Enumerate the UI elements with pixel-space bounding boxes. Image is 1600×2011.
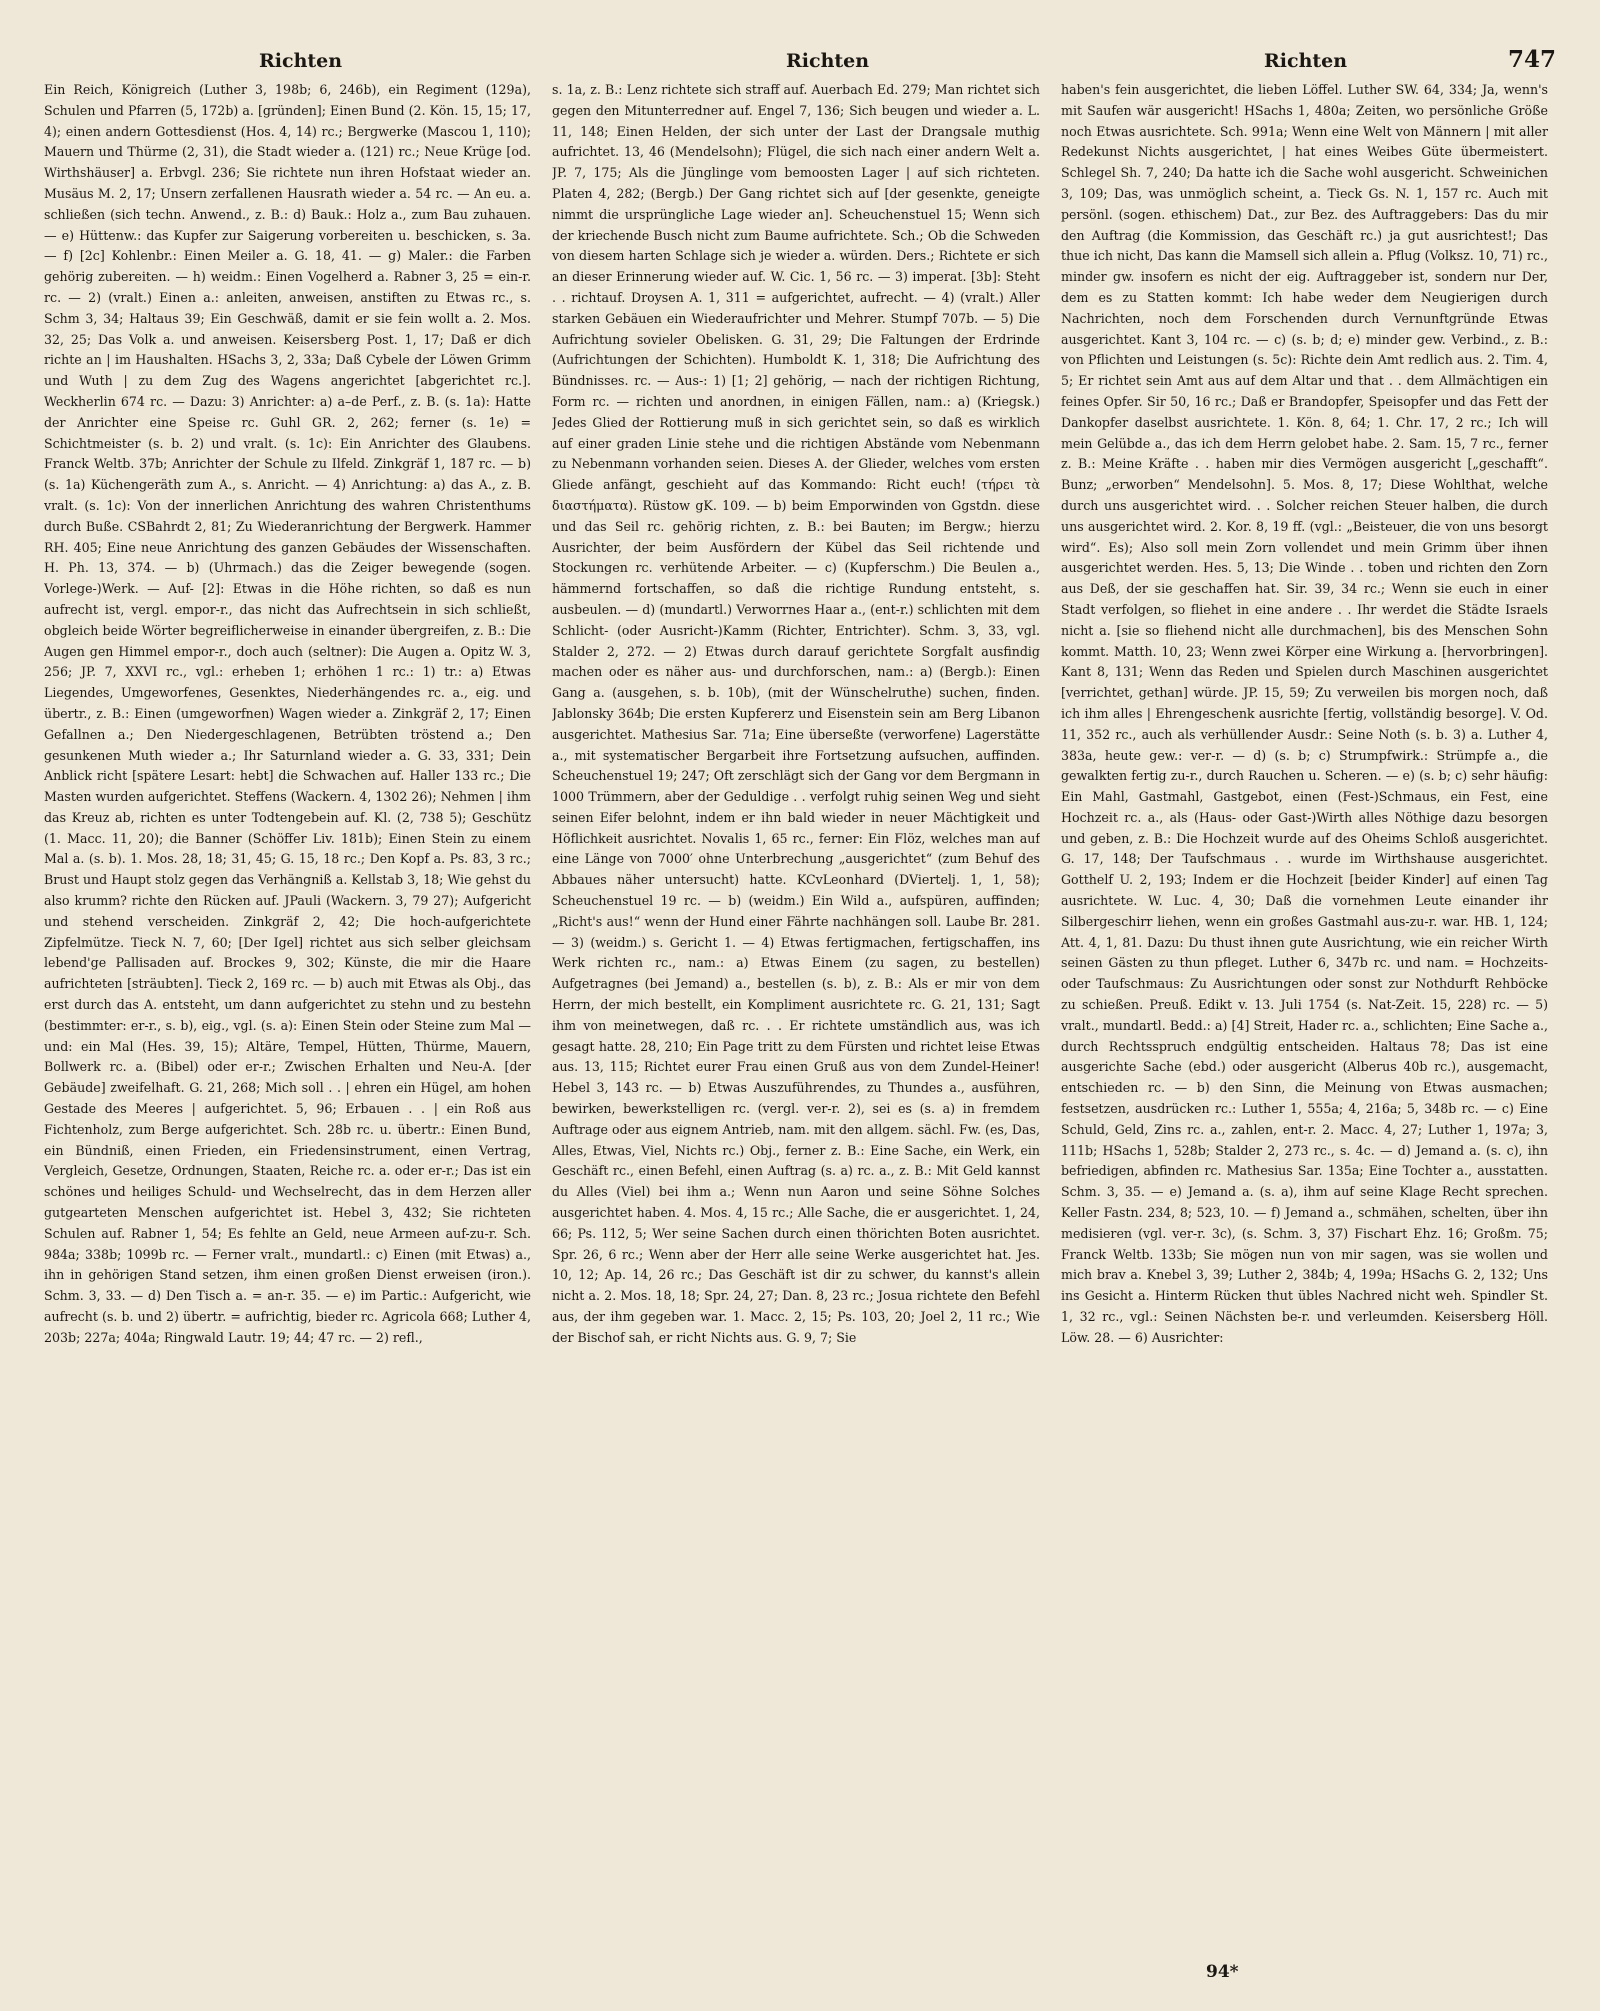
column-1-text: Ein Reich, Königreich (Luther 3, 198b; 6, 246b), ein Regiment (129a), Schulen und Pfarren (5, 172b) a. [gründen]; Einen Bund (2. Kön. 15, 15; 17, 4); einen andern Gottesdienst (Hos. 4, 14) rc.; Bergwerke (Mascou 1, 110); Mauern und Thürme (2, 31), die Stadt wieder a. (121) rc.; Neue Krüge [od. Wirthshäuser] a. Erbvgl. 236; Sie richtete nun ihren Hofstaat wieder an. Musäus M. 2, 17; Unsern zerfallenen Hausrath wieder a. 54 rc. — An eu. a. schließen (sich techn. Anwend., z. B.: d) Bauk.: Holz a., zum Bau zuhauen. — e) Hüttenw.: das Kupfer zur Saigerung vorbereiten u. beschicken, s. 3a. — f) [2c] Kohlenbr.: Einen Meiler a. G. 18, 41. — g) Maler.: die Farben gehörig zubereiten. — h) weidm.: Einen Vogelherd a. Rabner 3, 25 = ein-r. rc. — 2) (vralt.) Einen a.: anleiten, anweisen, anstiften zu Etwas rc., s. Schm 3, 34; Haltaus 39; Ein Geschwäß, damit er sie fein wollt a. 2. Mos. 32, 25; Das Volk a. und anweisen. Keisersberg Post. 1, 17; Daß er dich richte an | im Haushalten. HSachs 3, 2, 33a; Daß Cybele der Löwen Grimm und Wuth | zu dem Zug des Wagens angerichtet [abgerichtet rc.]. Weckherlin 674 rc. — Dazu: 3) Anrichter: a) a–de Perf., z. B. (s. 1a): Hatte der Anrichter eine Speise rc. Guhl GR. 2, 262; ferner (s. 1e) = Schichtmeister (s. b. 2) und vralt. (s. 1c): Ein Anrichter des Glaubens. Franck Weltb. 37b; Anrichter der Schule zu Ilfeld. Zinkgräf 1, 187 rc. — b) (s. 1a) Küchengeräth zum A., s. Anricht. — 4) Anrichtung: a) das A., z. B. vralt. (s. 1c): Von der innerlichen Anrichtung des wahren Christenthums durch Buße. CSBahrdt 2, 81; Zu Wiederanrichtung der Bergwerk. Hammer RH. 405; Eine neue Anrichtung des ganzen Gebäudes der Wissenschaften. H. Ph. 13, 374. — b) (Uhrmach.) das die Zeiger bewegende (sogen. Vorlege-)Werk. — Auf- [2]: Etwas in die Höhe richten, so daß es nun aufrecht ist, vergl. empor-r., das nicht das Aufrechtsein in sich schließt, obgleich beide Wörter begreiflicherweise in einander übergreifen, z. B.: Die Augen gen Himmel empor-r., doch auch (seltner): Die Augen a. Opitz W. 3, 256; JP. 7, XXVI rc., vgl.: erheben 1; erhöhen 1 rc.: 1) tr.: a) Etwas Liegendes, Umgeworfenes, Gesenktes, Niederhängendes rc. a., eig. und übertr., z. B.: Einen (umgeworfnen) Wagen wieder a. Zinkgräf 2, 17; Einen Gefallnen a.; Den Niedergeschlagenen, Betrübten tröstend a.; Den gesunkenen Muth wieder a.; Ihr Saturnland wieder a. G. 33, 331; Dein Anblick richt [spätere Lesart: hebt] die Schwachen auf. Haller 133 rc.; Die Masten wurden aufgerichtet. Steffens (Wackern. 4, 1302 26); Nehmen | ihm das Kreuz ab, richten es unter Todtengebein auf. Kl. (2, 738 5); Geschütz (1. Macc. 11, 20); die Banner (Schöffer Liv. 181b); Einen Stein zu einem Mal a. (s. b). 1. Mos. 28, 18; 31, 45; G. 15, 18 rc.; Den Kopf a. Ps. 83, 3 rc.; Brust und Haupt stolz gegen das Verhängniß a. Kellstab 3, 18; Wie gehst du also krumm? richte den Rücken auf. JPauli (Wackern. 3, 79 27); Aufgericht und stehend verscheiden. Zinkgräf 2, 42; Die hoch-aufgerichtete Zipfelmütze. Tieck N. 7, 60; [Der Igel] richtet aus sich selber gleichsam lebend'ge Pallisaden auf. Brockes 9, 302; Künste, die mir die Haare aufrichteten [sträubten]. Tieck 2, 169 rc. — b) auch mit Etwas als Obj., das erst durch das A. entsteht, um dann aufgerichtet zu stehn und zu bestehn (bestimmter: er-r., s. b), eig., vgl. (s. a): Einen Stein oder Steine zum Mal — und: ein Mal (Hes. 39, 15); Altäre, Tempel, Hütten, Thürme, Mauern, Bollwerk rc. a. (Bibel) oder er-r.; Zwischen Erhalten und Neu-A. [der Gebäude] zweifelhaft. G. 21, 268; Mich soll . . | ehren ein Hügel, am hohen Gestade des Meeres | aufgerichtet. 5, 96; Erbauen . . | ein Roß aus Fichtenholz, zum Berge aufgerichtet. Sch. 28b rc. u. übertr.: Einen Bund, ein Bündniß, einen Frieden, ein Friedensinstrument, einen Vertrag, Vergleich, Gesetze, Ordnungen, Staaten, Reiche rc. a. oder er-r.; Das ist ein schönes und heiliges Schuld- und Wechselrecht, das in dem Herzen aller gutgearteten Menschen aufgerichtet ist. Hebel 3, 432; Sie richteten Schulen auf. Rabner 1, 54; Es fehlte an Geld, neue Armeen auf-zu-r. Sch. 984a; 338b; 1099b rc. — Ferner vralt., mundartl.: c) Einen (mit Etwas) a., ihn in gehörigen Stand setzen, ihm einen großen Dienst erweisen (iron.). Schm. 3, 33. — d) Den Tisch a. = an-r. 35. — e) im Partic.: Aufgericht, wie aufrecht (s. b. und 2) übertr. = aufrichtig, bieder rc. Agricola 668; Luther 4, 203b; 227a; 404a; Ringwald Lautr. 19; 44; 47 rc. — 2) refl., [44, 82, 531, 1345]
column-3-text: haben's fein ausgerichtet, die lieben Löffel. Luther SW. 64, 334; Ja, wenn's mit Saufen wär ausgericht! HSachs 1, 480a; Zeiten, wo persönliche Größe noch Etwas ausrichtete. Sch. 991a; Wenn eine Welt von Männern | mit aller Redekunst Nichts ausgerichtet, | hat eines Weibes Güte übermeistert. Schlegel Sh. 7, 240; Da hatte ich die Sache wohl ausgericht. Schweinichen 3, 109; Das, was unmöglich scheint, a. Tieck Gs. N. 1, 157 rc. Auch mit persönl. (sogen. ethischem) Dat., zur Bez. des Auftraggebers: Das du mir den Auftrag (die Kommission, das Geschäft rc.) ja gut ausrichtest!; Das thue ich nicht, Das kann die Mamsell sich allein a. Pflug (Volksz. 10, 71) rc., minder gw. insofern es nicht der eig. Auftraggeber ist, sondern nur Der, dem es zu Statten kommt: Ich habe weder dem Neugierigen durch Nachrichten, noch dem Forschenden durch Vernunftgründe Etwas ausgerichtet. Kant 3, 104 rc. — c) (s. b; d; e) minder gew. Verbind., z. B.: von Pflichten und Leistungen (s. 5c): Richte dein Amt redlich aus. 2. Tim. 4, 5; Er richtet sein Amt aus auf dem Altar und that . . dem Allmächtigen ein feines Opfer. Sir 50, 16 rc.; Daß er Brandopfer, Speisopfer und das Fett der Dankopfer daselbst ausrichtete. 1. Kön. 8, 64; 1. Chr. 17, 2 rc.; Ich will mein Gelübde a., das ich dem Herrn gelobet habe. 2. Sam. 15, 7 rc., ferner z. B.: Meine Kräfte . . haben mir dies Vermögen ausgericht [„geschafft“. Bunz; „erworben“ Mendelsohn]. 5. Mos. 8, 17; Diese Wohlthat, welche durch uns ausgerichtet wird. . . Solcher reichen Steuer halben, die durch uns ausgerichtet wird. 2. Kor. 8, 19 ff. (vgl.: „Beisteuer, die von uns besorgt wird“. Es); Also soll mein Zorn vollendet und mein Grimm über ihnen ausgerichtet werden. Hes. 5, 13; Die Winde . . toben und richten den Zorn aus Deß, der sie geschaffen hat. Sir. 39, 34 rc.; Wenn sie euch in einer Stadt verfolgen, so fliehet in eine andere . . Ihr werdet die Städte Israels nicht a. [sie so fliehend nicht alle durchmachen], bis des Menschen Sohn kommt. Matth. 10, 23; Wenn zwei Körper eine Wirkung a. [hervorbringen]. Kant 8, 131; Wenn das Reden und Spielen durch Maschinen ausgerichtet [verrichtet, gethan] würde. JP. 15, 59; Zu verweilen bis morgen noch, daß ich ihm alles | Ehrengeschenk ausrichte [fertig, vollständig besorge]. V. Od. 11, 352 rc., auch als verhüllender Ausdr.: Seine Noth (s. b. 3) a. Luther 4, 383a, heute gew.: ver-r. — d) (s. b; c) Strumpfwirk.: Strümpfe a., die gewalkten fertig zu-r., durch Rauchen u. Scheren. — e) (s. b; c) sehr häufig: Ein Mahl, Gastmahl, Gastgebot, einen (Fest-)Schmaus, ein Fest, eine Hochzeit rc. a., als (Haus- oder Gast-)Wirth alles Nöthige dazu besorgen und geben, z. B.: Die Hochzeit wurde auf des Oheims Schloß ausgerichtet. G. 17, 148; Der Taufschmaus . . wurde im Wirthshause ausgerichtet. Gotthelf U. 2, 193; Indem er die Hochzeit [beider Kinder] auf einen Tag ausrichtete. W. Luc. 4, 30; Daß die vornehmen Leute einander ihr Silbergeschirr liehen, wenn ein großes Gastmahl aus-zu-r. war. HB. 1, 124; Att. 4, 1, 81. Dazu: Du thust ihnen gute Ausrichtung, wie ein reicher Wirth seinen Gästen zu thun pfleget. Luther 6, 347b rc. und nam. = Hochzeits- oder Taufschmaus: Zu Ausrichtungen oder sonst zur Nothdurft Rehböcke zu schießen. Preuß. Edikt v. 13. Juli 1754 (s. Nat-Zeit. 15, 228) rc. — 5) vralt., mundartl. Bedd.: a) [4] Streit, Hader rc. a., schlichten; Eine Sache a., durch Rechtsspruch endgültig entscheiden. Haltaus 78; Das ist eine ausgerichte Sache (ebd.) oder ausgericht (Alberus 40b rc.), ausgemacht, entschieden rc. — b) den Sinn, die Meinung von Etwas ausmachen; festsetzen, ausdrücken rc.: Luther 1, 555a; 4, 216a; 5, 348b rc. — c) Eine Schuld, Geld, Zins rc. a., zahlen, ent-r. 2. Macc. 4, 27; Luther 1, 197a; 3, 111b; HSachs 1, 528b; Stalder 2, 273 rc., s. 4c. — d) Jemand a. (s. c), ihn befriedigen, abfinden rc. Mathesius Sar. 135a; Eine Tochter a., ausstatten. Schm. 3, 35. — e) Jemand a. (s. a), ihm auf seine Klage Recht sprechen. Keller Fastn. 234, 8; 523, 10. — f) Jemand a., schmähen, schelten, über ihn medisieren (vgl. ver-r. 3c), (s. Schm. 3, 37) Fischart Ehz. 16; Großm. 75; Franck Weltb. 133b; Sie mögen nun von mir sagen, was sie wollen und mich brav a. Knebel 3, 39; Luther 2, 384b; 4, 199a; HSachs G. 2, 132; Uns ins Gesicht a. Hinterm Rücken thut übles Nachred nicht weh. Spindler St. 1, 32 rc., vgl.: Seinen Nächsten be-r. und verleumden. Keisersberg Höll. Löw. 28. — 6) Ausrichter: [1061, 82, 1548, 1345]
text-columns [44, 80, 1552, 1960]
header-right-headword: Richten [1264, 50, 1348, 72]
running-header [60, 46, 1556, 80]
sheet-signature: 94* [1206, 1962, 1239, 1982]
page-number: 747 [1507, 46, 1556, 73]
column-2 [552, 80, 1040, 1960]
column-2-text: s. 1a, z. B.: Lenz richtete sich straff auf. Auerbach Ed. 279; Man richtet sich gegen den Mitunterredner auf. Engel 7, 136; Sich beugen und wieder a. L. 11, 148; Einen Helden, der sich unter der Last der Drangsale muthig aufrichtet. 13, 46 (Mendelsohn); Flügel, die sich nach einer andern Welt a. JP. 7, 175; Als die Jünglinge vom bemoosten Lager | auf sich richteten. Platen 4, 282; (Bergb.) Der Gang richtet sich auf [der gesenkte, geneigte nimmt die ursprüngliche Lage wieder an]. Scheuchenstuel 15; Wenn sich der kriechende Busch nicht zum Baume aufrichtete. Sch.; Ob die Schweden von diesem harten Schlage sich je wieder a. würden. Ders.; Richtete er sich an dieser Erinnerung wieder auf. W. Cic. 1, 56 rc. — 3) imperat. [3b]: Steht . . richtauf. Droysen A. 1, 311 = aufgerichtet, aufrecht. — 4) (vralt.) Aller starken Gebäuen ein Wiederaufrichter und Mehrer. Stumpf 707b. — 5) Die Aufrichtung sovieler Obelisken. G. 31, 29; Die Faltungen der Erdrinde (Aufrichtungen der Schichten). Humboldt K. 1, 318; Die Aufrichtung des Bündnisses. rc. — Aus-: 1) [1; 2] gehörig, — nach der richtigen Richtung, Form rc. — richten und anordnen, in einigen Fällen, nam.: a) (Kriegsk.) Jedes Glied der Rottierung muß in sich gerichtet sein, so daß es wirklich auf einer graden Linie stehe und die richtigen Abstände vom Nebenmann zu Nebenmann vorhanden seien. Dieses A. der Glieder, welches vom ersten Gliede anfängt, geschieht auf das Kommando: Richt euch! (τήρει τὰ διαστήματα). Rüstow gK. 109. — b) beim Emporwinden von Ggstdn. diese und das Seil rc. gehörig richten, z. B.: bei Bauten; im Bergw.; hierzu Ausrichter, der beim Ausfördern der Kübel das Seil richtende und Stockungen rc. verhütende Arbeiter. — c) (Kupferschm.) Die Beulen a., hämmernd fortschaffen, so daß die richtige Rundung entsteht, s. ausbeulen. — d) (mundartl.) Verworrnes Haar a., (ent-r.) schlichten mit dem Schlicht- (oder Ausricht-)Kamm (Richter, Entrichter). Schm. 3, 33, vgl. Stalder 2, 272. — 2) Etwas durch darauf gerichtete Sorgfalt ausfindig machen oder es näher aus- und durchforschen, nam.: a) (Bergb.): Einen Gang a. (ausgehen, s. b. 10b), (mit der Wünschelruthe) suchen, finden. Jablonsky 364b; Die ersten Kupfererz und Eisenstein sein am Berg Libanon ausgerichtet. Mathesius Sar. 71a; Eine überseßte (verworfene) Lagerstätte a., mit systematischer Bergarbeit ihre Fortsetzung aufsuchen, auffinden. Scheuchenstuel 19; 247; Oft zerschlägt sich der Gang vor dem Bergmann in 1000 Trümmern, aber der Geduldige . . verfolgt ruhig seinen Weg und sieht seinen Eifer belohnt, indem er ihn bald wieder in neuer Mächtigkeit und Höflichkeit ausrichtet. Novalis 1, 65 rc., ferner: Ein Flöz, welches man auf eine Länge von 7000′ ohne Unterbrechung „ausgerichtet“ (zum Behuf des Abbaues näher untersucht) hatte. KCvLeonhard (DViertelj. 1, 1, 58); Scheuchenstuel 19 rc. — b) (weidm.) Ein Wild a., aufspüren, auffinden; „Richt's aus!“ wenn der Hund einer Fährte nachhängen soll. Laube Br. 281. — 3) (weidm.) s. Gericht 1. — 4) Etwas fertigmachen, fertigschaffen, ins Werk richten rc., nam.: a) Etwas Einem (zu sagen, zu bestellen) Aufgetragnes (bei Jemand) a., bestellen (s. b), z. B.: Als er mir von dem Herrn, der mich bestellt, ein Kompliment ausrichtete rc. G. 21, 131; Sagt ihm von meinetwegen, daß rc. . . Er richtete umständlich aus, was ich gesagt hatte. 28, 210; Ein Page tritt zu dem Fürsten und richtet leise Etwas aus. 13, 115; Richtet eurer Frau einen Gruß aus von dem Zundel-Heiner! Hebel 3, 143 rc. — b) Etwas Auszuführendes, zu Thundes a., ausführen, bewirken, bewerkstelligen rc. (vergl. ver-r. 2), sei es (s. a) in fremdem Auftrage oder aus eignem Antrieb, nam. mit den allgem. sächl. Fw. (es, Das, Alles, Etwas, Viel, Nichts rc.) Obj., ferner z. B.: Eine Sache, ein Werk, ein Geschäft rc., einen Befehl, einen Auftrag (s. a) rc. a., z. B.: Mit Geld kannst du Alles (Viel) bei ihm a.; Wenn nun Aaron und seine Söhne Solches ausgerichtet haben. 4. Mos. 4, 15 rc.; Alle Sache, die er ausgerichtet. 1, 24, 66; Ps. 112, 5; Wer seine Sachen durch einen thörichten Boten ausrichtet. Spr. 26, 6 rc.; Wenn aber der Herr alle seine Werke ausgerichtet hat. Jes. 10, 12; Ap. 14, 26 rc.; Das Geschäft ist dir zu schwer, du kannst's allein nicht a. 2. Mos. 18, 18; Spr. 24, 27; Dan. 8, 23 rc.; Josua richtete den Befehl aus, der ihm gegeben war. 1. Macc. 2, 15; Ps. 103, 20; Joel 2, 11 rc.; Wie der Bischof sah, er richt Nichts aus. G. 9, 7; Sie [552, 82, 1040, 1345]
header-left-headword: Richten [259, 50, 343, 72]
column-1 [44, 80, 531, 1960]
column-3 [1061, 80, 1548, 1960]
header-center-headword: Richten [786, 50, 870, 72]
